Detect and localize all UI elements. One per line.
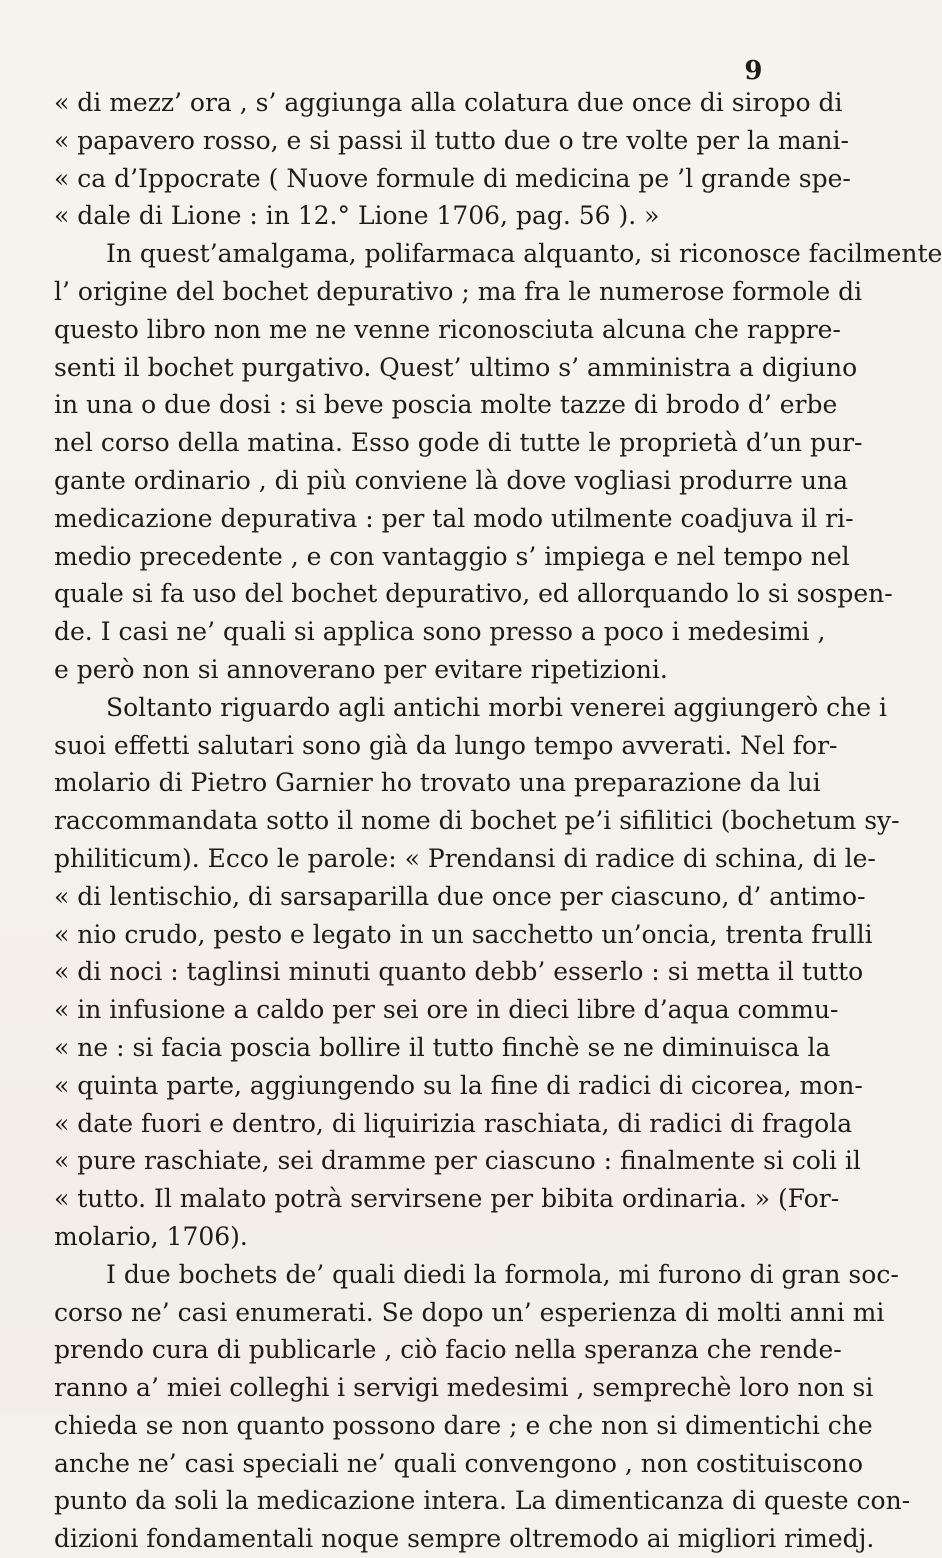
- text-line: « date fuori e dentro, di liquirizia raschiata, di radici di fragola: [54, 1108, 853, 1138]
- text-line: « di noci : taglinsi minuti quanto debb’ esserlo : si metta il tutto: [54, 957, 864, 987]
- body-text: [54, 84, 942, 1558]
- text-line: punto da soli la medicazione intera. La dimenticanza di queste con-: [54, 1486, 911, 1516]
- text-line: ranno a’ miei colleghi i servigi medesimi , semprechè loro non si: [54, 1373, 874, 1403]
- text-line: Soltanto riguardo agli antichi morbi venerei aggiungerò che i: [106, 692, 887, 722]
- text-line: prendo cura di publicarle , ciò facio nella speranza che rende-: [54, 1335, 842, 1365]
- text-line: molario, 1706).: [54, 1221, 248, 1251]
- text-line: nel corso della matina. Esso gode di tutte le proprietà d’un pur-: [54, 428, 863, 458]
- text-line: I due bochets de’ quali diedi la formola, mi furono di gran soc-: [106, 1259, 899, 1289]
- text-line: « nio crudo, pesto e legato in un sacchetto un’oncia, trenta frulli: [54, 919, 873, 949]
- page-number: 9: [744, 56, 763, 86]
- text-line: medio precedente , e con vantaggio s’ impiega e nel tempo nel: [54, 541, 850, 571]
- text-line: dizioni fondamentali noque sempre oltremodo ai migliori rimedj.: [54, 1524, 875, 1554]
- text-line: philiticum). Ecco le parole: « Prendansi di radice di schina, di le-: [54, 843, 876, 873]
- text-line: « quinta parte, aggiungendo su la fine di radici di cicorea, mon-: [54, 1070, 863, 1100]
- text-line: « papavero rosso, e si passi il tutto due o tre volte per la mani-: [54, 125, 849, 155]
- text-line: « di lentischio, di sarsaparilla due once per ciascuno, d’ antimo-: [54, 881, 866, 911]
- text-line: « dale di Lione : in 12.° Lione 1706, pag. 56 ). »: [54, 201, 660, 231]
- text-line: in una o due dosi : si beve poscia molte tazze di brodo d’ erbe: [54, 390, 838, 420]
- text-line: gante ordinario , di più conviene là dove vogliasi produrre una: [54, 465, 849, 495]
- text-line: « ca d’Ippocrate ( Nuove formule di medicina pe ’l grande spe-: [54, 163, 851, 193]
- text-line: e però non si annoverano per evitare ripetizioni.: [54, 654, 668, 684]
- text-line: anche ne’ casi speciali ne’ quali convengono , non costituiscono: [54, 1448, 864, 1478]
- text-line: molario di Pietro Garnier ho trovato una preparazione da lui: [54, 768, 821, 798]
- text-line: suoi effetti salutari sono già da lungo tempo avverati. Nel for-: [54, 730, 838, 760]
- text-line: « tutto. Il malato potrà servirsene per bibita ordinaria. » (For-: [54, 1184, 840, 1214]
- text-line: « in infusione a caldo per sei ore in dieci libre d’aqua commu-: [54, 995, 839, 1025]
- text-line: « pure raschiate, sei dramme per ciascuno : finalmente si coli il: [54, 1146, 861, 1176]
- text-line: In quest’amalgama, polifarmaca alquanto, si riconosce facilmente: [106, 239, 942, 269]
- text-line: chieda se non quanto possono dare ; e che non si dimentichi che: [54, 1410, 873, 1440]
- text-line: de. I casi ne’ quali si applica sono presso a poco i medesimi ,: [54, 617, 826, 647]
- text-line: senti il bochet purgativo. Quest’ ultimo s’ amministra a digiuno: [54, 352, 858, 382]
- text-line: l’ origine del bochet depurativo ; ma fra le numerose formole di: [54, 276, 863, 306]
- text-line: medicazione depurativa : per tal modo utilmente coadjuva il ri-: [54, 503, 854, 533]
- text-line: « di mezz’ ora , s’ aggiunga alla colatura due once di siropo di: [54, 88, 843, 117]
- text-line: « ne : si facia poscia bollire il tutto finchè se ne diminuisca la: [54, 1032, 831, 1062]
- text-line: corso ne’ casi enumerati. Se dopo un’ esperienza di molti anni mi: [54, 1297, 885, 1327]
- text-line: raccommandata sotto il nome di bochet pe’i sifilitici (bochetum sy-: [54, 806, 900, 836]
- text-line: questo libro non me ne venne riconosciuta alcuna che rappre-: [54, 314, 841, 344]
- text-line: quale si fa uso del bochet depurativo, ed allorquando lo si sospen-: [54, 579, 893, 609]
